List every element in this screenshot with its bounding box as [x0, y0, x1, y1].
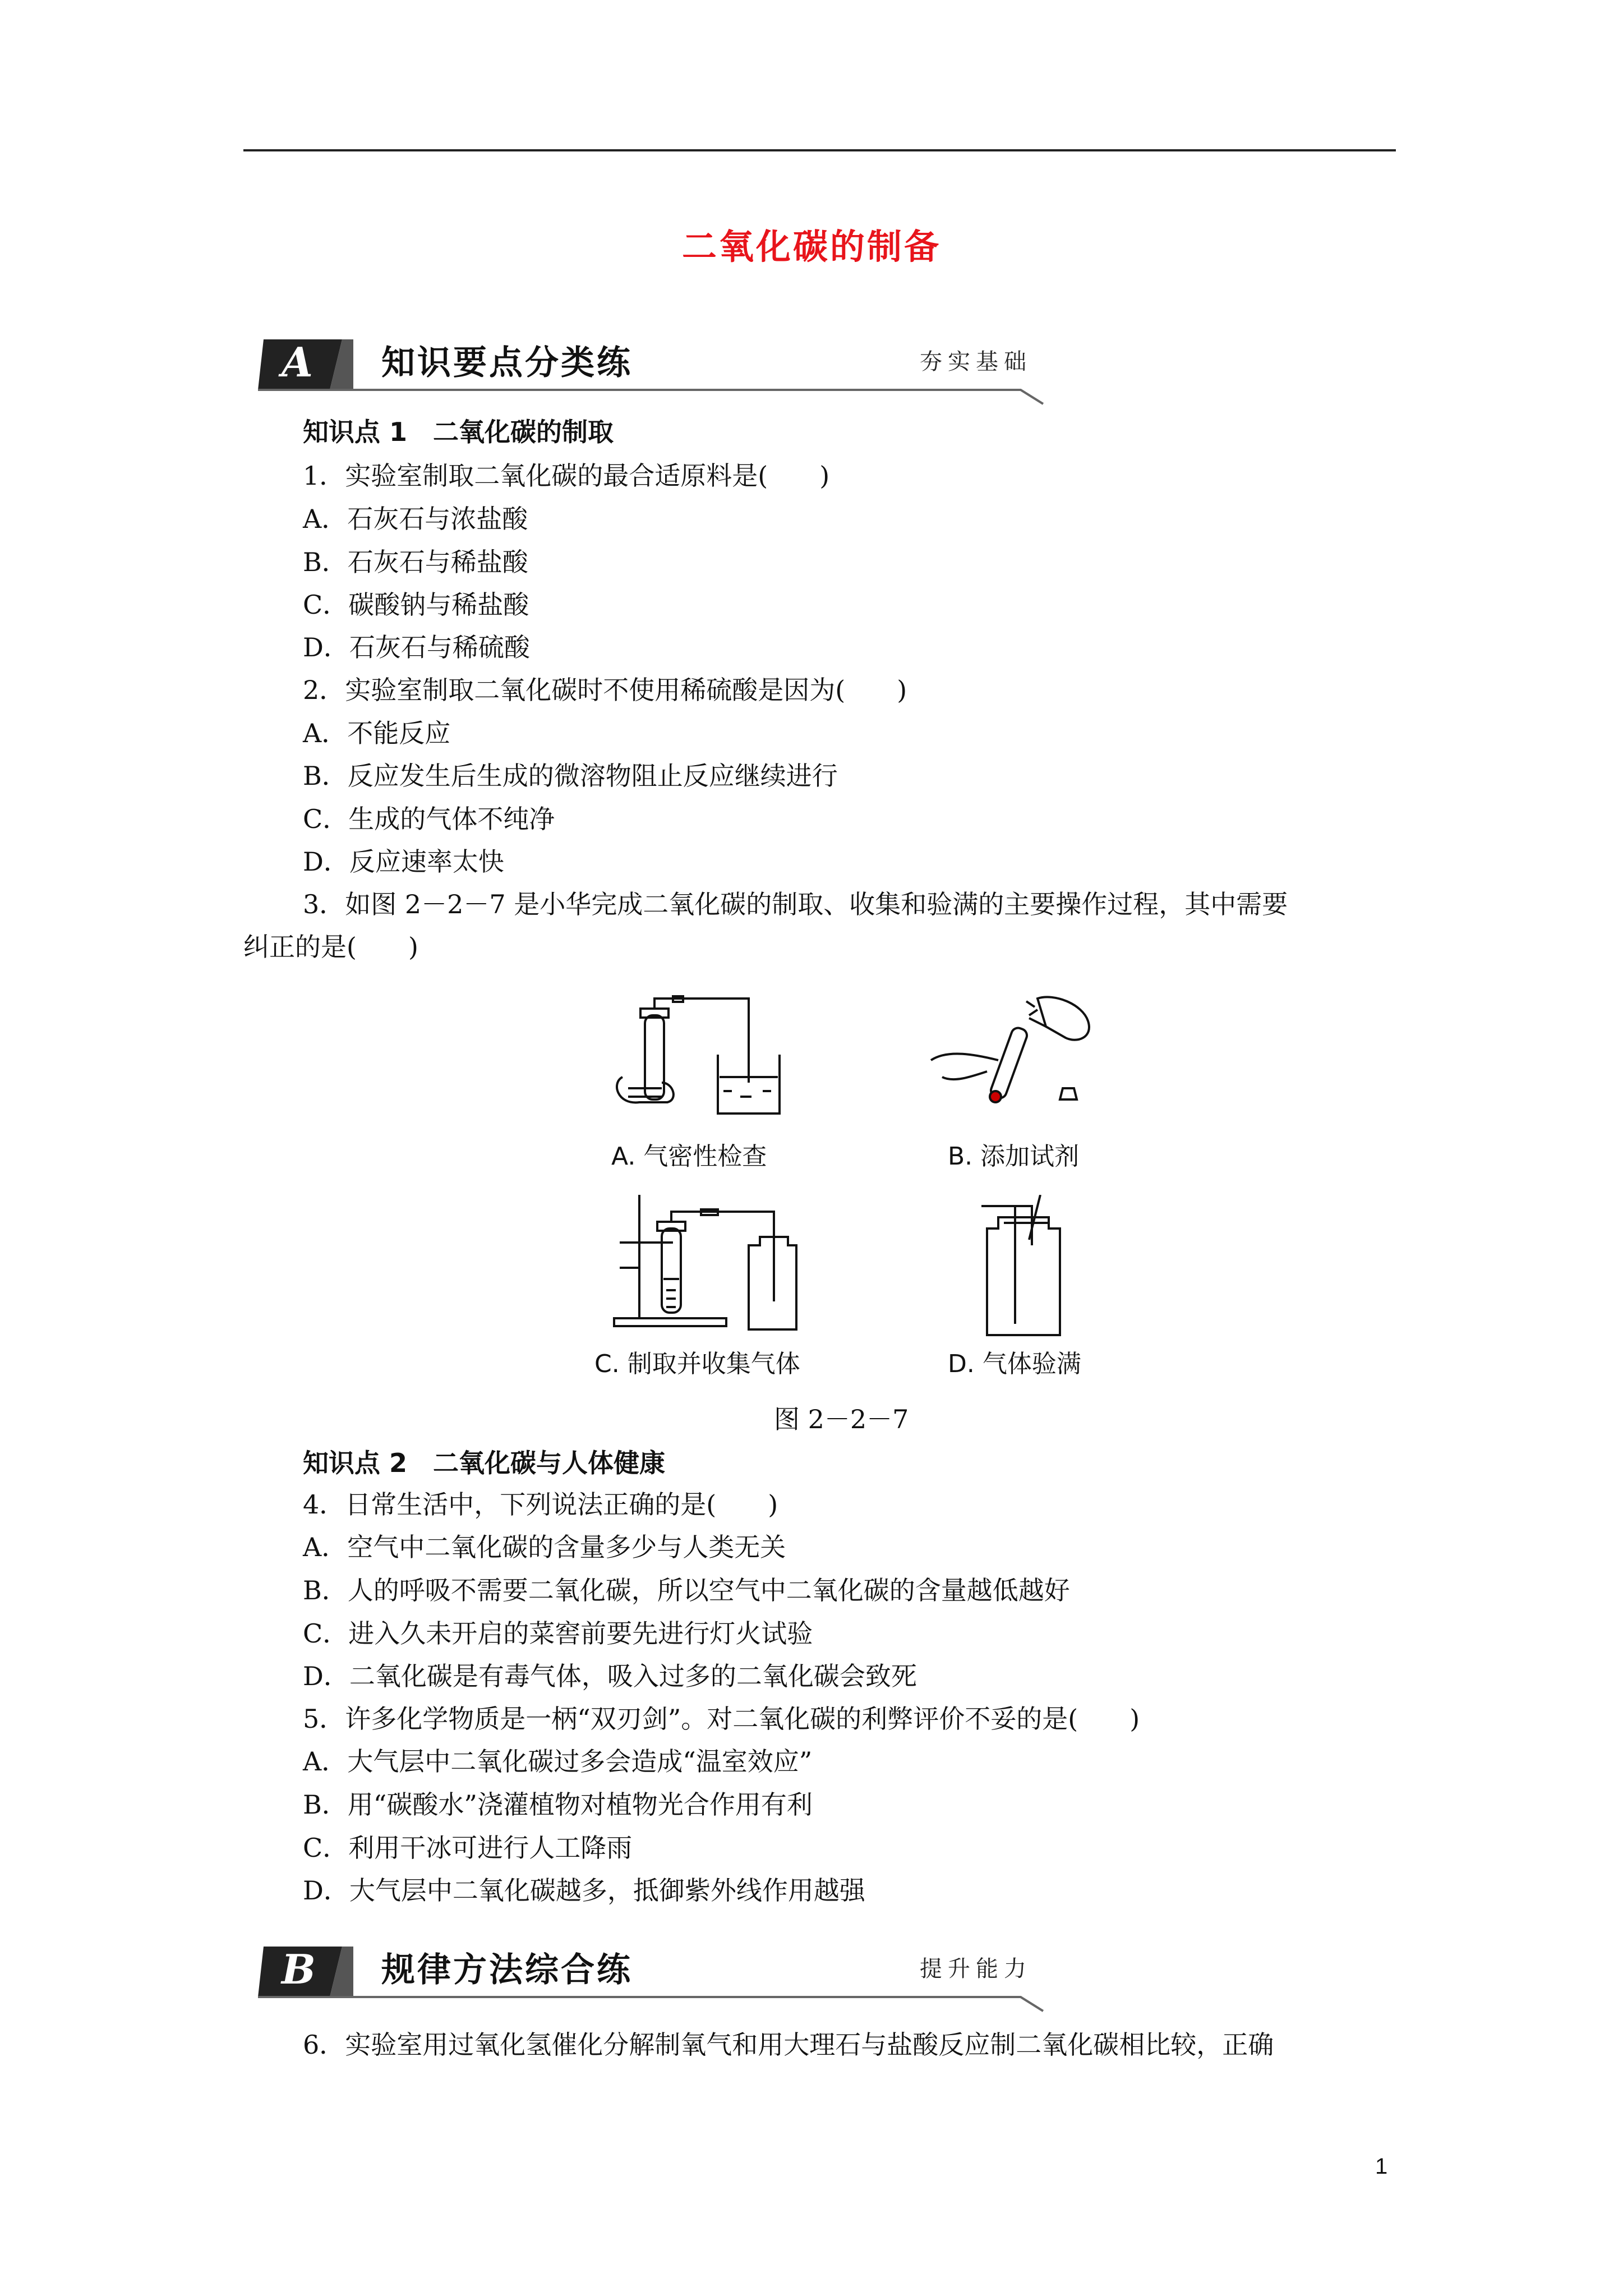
banner-a-title: 知识要点分类练 — [381, 343, 633, 383]
figure-d-full-check-drawing — [965, 1195, 1077, 1341]
figure-b-caption: B. 添加试剂 — [948, 1142, 1080, 1171]
q6-stem: 6．实验室用过氧化氢催化分解制氧气和用大理石与盐酸反应制二氧化碳相比较，正确 — [303, 2030, 1274, 2060]
banner-b-tag: 提升能力 — [920, 1956, 1032, 1982]
header-rule — [243, 149, 1396, 151]
figure-b-adding-reagent-drawing — [925, 993, 1110, 1122]
banner-b-title: 规律方法综合练 — [381, 1950, 633, 1990]
q2-option-b: B．反应发生后生成的微溶物阻止反应继续进行 — [303, 761, 838, 791]
section-banner-b — [258, 1935, 1077, 2019]
knowledge-point-2: 知识点 2 二氧化碳与人体健康 — [303, 1448, 666, 1478]
q4-option-c: C．进入久未开启的菜窖前要先进行灯火试验 — [303, 1618, 813, 1649]
banner-a-tag: 夯实基础 — [920, 349, 1032, 375]
q1-stem: 1．实验室制取二氧化碳的最合适原料是( ) — [303, 461, 830, 491]
q5-option-c: C．利用干冰可进行人工降雨 — [303, 1833, 633, 1863]
q5-option-a: A．大气层中二氧化碳过多会造成“温室效应” — [303, 1746, 813, 1777]
banner-b-letter: B — [282, 1945, 316, 1993]
q1-option-b: B．石灰石与稀盐酸 — [303, 547, 528, 577]
q2-option-d: D．反应速率太快 — [303, 846, 504, 877]
figure-c-preparation-drawing — [606, 1189, 808, 1341]
q2-option-a: A．不能反应 — [303, 718, 451, 748]
q4-option-b: B．人的呼吸不需要二氧化碳，所以空气中二氧化碳的含量越低越好 — [303, 1575, 1070, 1605]
knowledge-point-1: 知识点 1 二氧化碳的制取 — [303, 417, 614, 447]
q1-option-c: C．碳酸钠与稀盐酸 — [303, 590, 529, 620]
q4-option-a: A．空气中二氧化碳的含量多少与人类无关 — [303, 1532, 786, 1562]
figure-a-caption: A. 气密性检查 — [611, 1142, 767, 1171]
q3-stem-line2: 纠正的是( ) — [243, 932, 418, 962]
figure-a-airtightness-drawing — [606, 993, 791, 1122]
banner-a-letter: A — [282, 338, 313, 386]
q5-option-b: B．用“碳酸水”浇灌植物对植物光合作用有利 — [303, 1789, 813, 1820]
figure-c-caption: C. 制取并收集气体 — [594, 1350, 800, 1378]
q5-stem: 5．许多化学物质是一柄“双刃剑”。对二氧化碳的利弊评价不妥的是( ) — [303, 1704, 1140, 1734]
q2-option-c: C．生成的气体不纯净 — [303, 804, 555, 834]
q1-option-a: A．石灰石与浓盐酸 — [303, 504, 528, 534]
q3-stem-line1: 3．如图 2－2－7 是小华完成二氧化碳的制取、收集和验满的主要操作过程，其中需要 — [303, 889, 1288, 919]
page-number: 1 — [1375, 2154, 1388, 2179]
q5-option-d: D．大气层中二氧化碳越多，抵御紫外线作用越强 — [303, 1875, 865, 1906]
q4-stem: 4．日常生活中，下列说法正确的是( ) — [303, 1489, 778, 1520]
section-banner-a — [258, 328, 1077, 412]
figure-caption: 图 2－2－7 — [774, 1404, 909, 1434]
q1-option-d: D．石灰石与稀硫酸 — [303, 632, 530, 662]
q4-option-d: D．二氧化碳是有毒气体，吸入过多的二氧化碳会致死 — [303, 1661, 917, 1691]
figure-d-caption: D. 气体验满 — [948, 1350, 1081, 1378]
q2-stem: 2．实验室制取二氧化碳时不使用稀硫酸是因为( ) — [303, 675, 907, 705]
page-title: 二氧化碳的制备 — [681, 226, 941, 267]
